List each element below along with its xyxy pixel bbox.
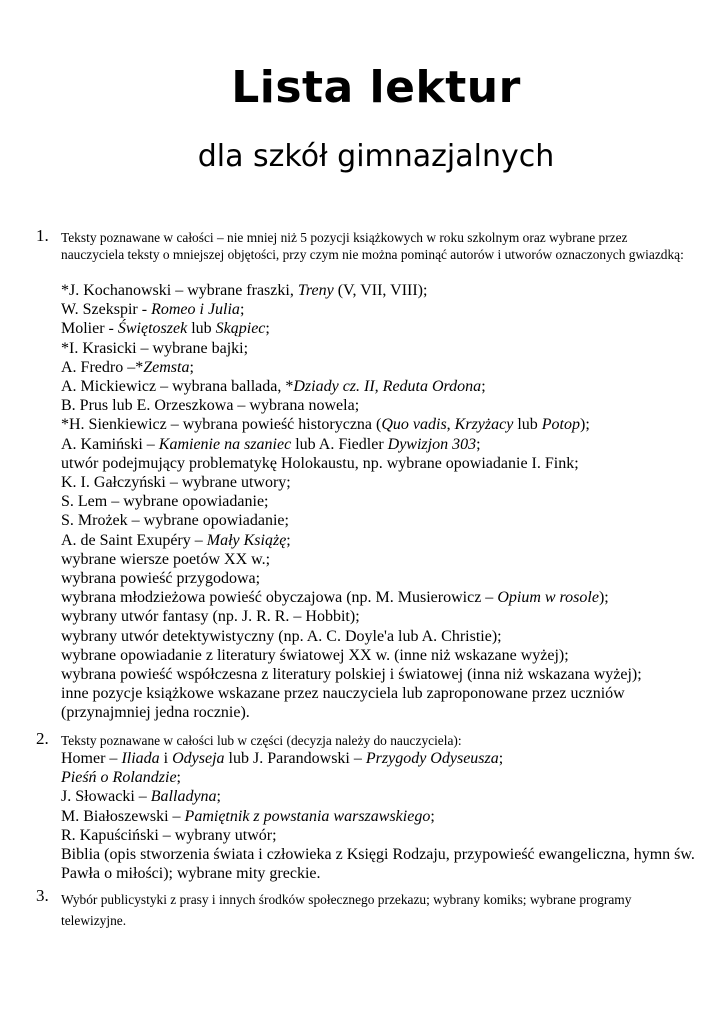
- title-text: Świętoszek: [117, 320, 188, 338]
- list-item: [61, 415, 701, 434]
- item-text: A. Mickiewicz – wybrana ballada, *: [61, 378, 294, 396]
- item-text: wybrane wiersze poetów XX w.;: [61, 550, 271, 568]
- title-text: Treny: [297, 282, 334, 299]
- item-text: ;: [189, 358, 194, 376]
- title-text: Balladyna: [150, 788, 217, 806]
- item-text: (V, VII, VIII);: [333, 282, 428, 299]
- list-item: [61, 281, 701, 300]
- item-text: ;: [176, 769, 181, 787]
- list-item: [61, 377, 701, 396]
- item-text: S. Mrożek – wybrane opowiadanie;: [61, 512, 289, 530]
- item-text: inne pozycje książkowe wskazane przez nauczyciela lub zaproponowane przez uczniów (przynajmniej jedna rocznie).: [61, 685, 625, 722]
- item-text: J. Słowacki –: [61, 788, 151, 806]
- title-text: Pamiętnik z powstania warszawskiego: [184, 807, 431, 825]
- list-item: [61, 511, 701, 530]
- title-text: Przygody Odyseusza: [365, 750, 499, 767]
- item-text: wybrane opowiadanie z literatury światowej XX w. (inne niż wskazane wyżej);: [61, 646, 569, 664]
- item-text: wybrana młodzieżowa powieść obyczajowa (np. M. Musierowicz –: [61, 589, 498, 607]
- title-text: Kamienie na szaniec: [158, 435, 292, 453]
- reading-list: [61, 749, 701, 883]
- list-item: [61, 550, 701, 569]
- list-item: [61, 787, 701, 806]
- item-text: ,: [446, 416, 455, 434]
- item-text: ;: [430, 807, 435, 825]
- title-text: Krzyżacy: [454, 416, 514, 434]
- title-text: Potop: [541, 416, 580, 434]
- section-number: 3.: [36, 886, 49, 905]
- item-text: A. de Saint Exupéry –: [61, 531, 207, 549]
- title-text: Odyseja: [172, 750, 225, 767]
- item-text: ;: [265, 320, 270, 338]
- list-item: [61, 749, 701, 768]
- item-text: *H. Sienkiewicz – wybrana powieść historyczna (: [61, 416, 382, 434]
- title-text: Dziady cz. II, Reduta Ordona: [293, 378, 482, 396]
- list-item: [61, 845, 701, 883]
- item-text: B. Prus lub E. Orzeszkowa – wybrana nowela;: [61, 397, 360, 415]
- title-text: Opium w rosole: [497, 589, 599, 607]
- item-text: ;: [216, 788, 221, 806]
- item-text: W. Szekspir -: [61, 301, 152, 319]
- list-item: [61, 665, 701, 684]
- list-item: [61, 569, 701, 588]
- item-text: i: [159, 750, 173, 767]
- item-text: wybrany utwór fantasy (np. J. R. R. – Hobbit);: [61, 608, 360, 626]
- list-item: [61, 492, 701, 511]
- item-text: Biblia (opis stworzenia świata i człowieka z Księgi Rodzaju, przypowieść ewangeliczna, hymn św. Pawła o miłości); wybrane mity greckie.: [61, 846, 695, 883]
- reading-list: [61, 281, 701, 723]
- title-text: Dywizjon 303: [387, 435, 477, 453]
- item-text: utwór podejmujący problematykę Holokaustu, np. wybrane opowiadanie I. Fink;: [61, 454, 579, 472]
- page-subtitle: dla szkół gimnazjalnych: [197, 139, 555, 174]
- item-text: lub A. Fiedler: [291, 435, 388, 453]
- list-item: [61, 358, 701, 377]
- item-text: A. Kamiński –: [61, 435, 159, 453]
- item-text: *J. Kochanowski – wybrane fraszki,: [61, 282, 298, 299]
- list-item: [61, 300, 701, 319]
- item-text: R. Kapuściński – wybrany utwór;: [61, 826, 277, 844]
- list-item: [61, 339, 701, 358]
- list-item: [61, 473, 701, 492]
- item-text: lub: [513, 416, 542, 434]
- section-intro: Wybór publicystyki z prasy i innych środków społecznego przekazu; wybrany komiks; wybrane programy telewizyjne.: [61, 892, 632, 928]
- list-item: [61, 627, 701, 646]
- list-item: [61, 435, 701, 454]
- item-text: ;: [498, 750, 504, 767]
- item-text: ;: [286, 531, 291, 549]
- page-title: Lista lektur: [231, 62, 521, 113]
- title-text: Zemsta: [143, 358, 190, 376]
- item-text: S. Lem – wybrane opowiadanie;: [61, 493, 269, 511]
- item-text: ;: [481, 378, 486, 396]
- item-text: wybrany utwór detektywistyczny (np. A. C. Doyle'a lub A. Christie);: [61, 627, 502, 645]
- list-item: [61, 319, 701, 338]
- section-number: 1.: [36, 226, 49, 245]
- section-intro: Teksty poznawane w całości – nie mniej niż 5 pozycji książkowych w roku szkolnym oraz wybrane przez nauczyciela teksty o mniejszej objętości, przy czym nie można pominąć autorów i utworów oznaczonych gwiazdką:: [61, 230, 684, 262]
- list-item: [61, 826, 701, 845]
- item-text: );: [580, 416, 590, 434]
- section-intro: Teksty poznawane w całości lub w części (decyzja należy do nauczyciela):: [61, 733, 462, 748]
- item-text: ;: [476, 435, 481, 453]
- title-text: Iliada: [121, 750, 160, 767]
- list-item: [61, 768, 701, 787]
- item-text: Molier -: [61, 320, 118, 338]
- list-item: [61, 607, 701, 626]
- title-text: Quo vadis: [381, 416, 447, 434]
- item-text: wybrana powieść przygodowa;: [61, 570, 261, 588]
- title-text: Romeo i Julia: [151, 301, 240, 319]
- list-item: [61, 531, 701, 550]
- title-text: Mały Książę: [206, 531, 287, 549]
- item-text: Homer –: [61, 750, 122, 767]
- item-text: lub: [187, 320, 216, 338]
- title-text: Skąpiec: [215, 320, 266, 338]
- item-text: wybrana powieść współczesna z literatury polskiej i światowej (inna niż wskazana wyżej);: [61, 666, 642, 684]
- list-item: [61, 807, 701, 826]
- item-text: ;: [239, 301, 245, 319]
- list-item: [61, 646, 701, 665]
- list-item: [61, 396, 701, 415]
- list-item: [61, 588, 701, 607]
- list-item: [61, 684, 701, 722]
- item-text: K. I. Gałczyński – wybrane utwory;: [61, 474, 291, 492]
- item-text: lub J. Parandowski –: [224, 750, 366, 767]
- item-text: M. Białoszewski –: [61, 807, 185, 825]
- list-item: [61, 454, 701, 473]
- item-text: *I. Krasicki – wybrane bajki;: [61, 339, 249, 357]
- item-text: A. Fredro –*: [61, 358, 144, 376]
- section-number: 2.: [36, 729, 49, 748]
- title-text: Pieśń o Rolandzie: [61, 769, 177, 787]
- item-text: );: [598, 589, 609, 607]
